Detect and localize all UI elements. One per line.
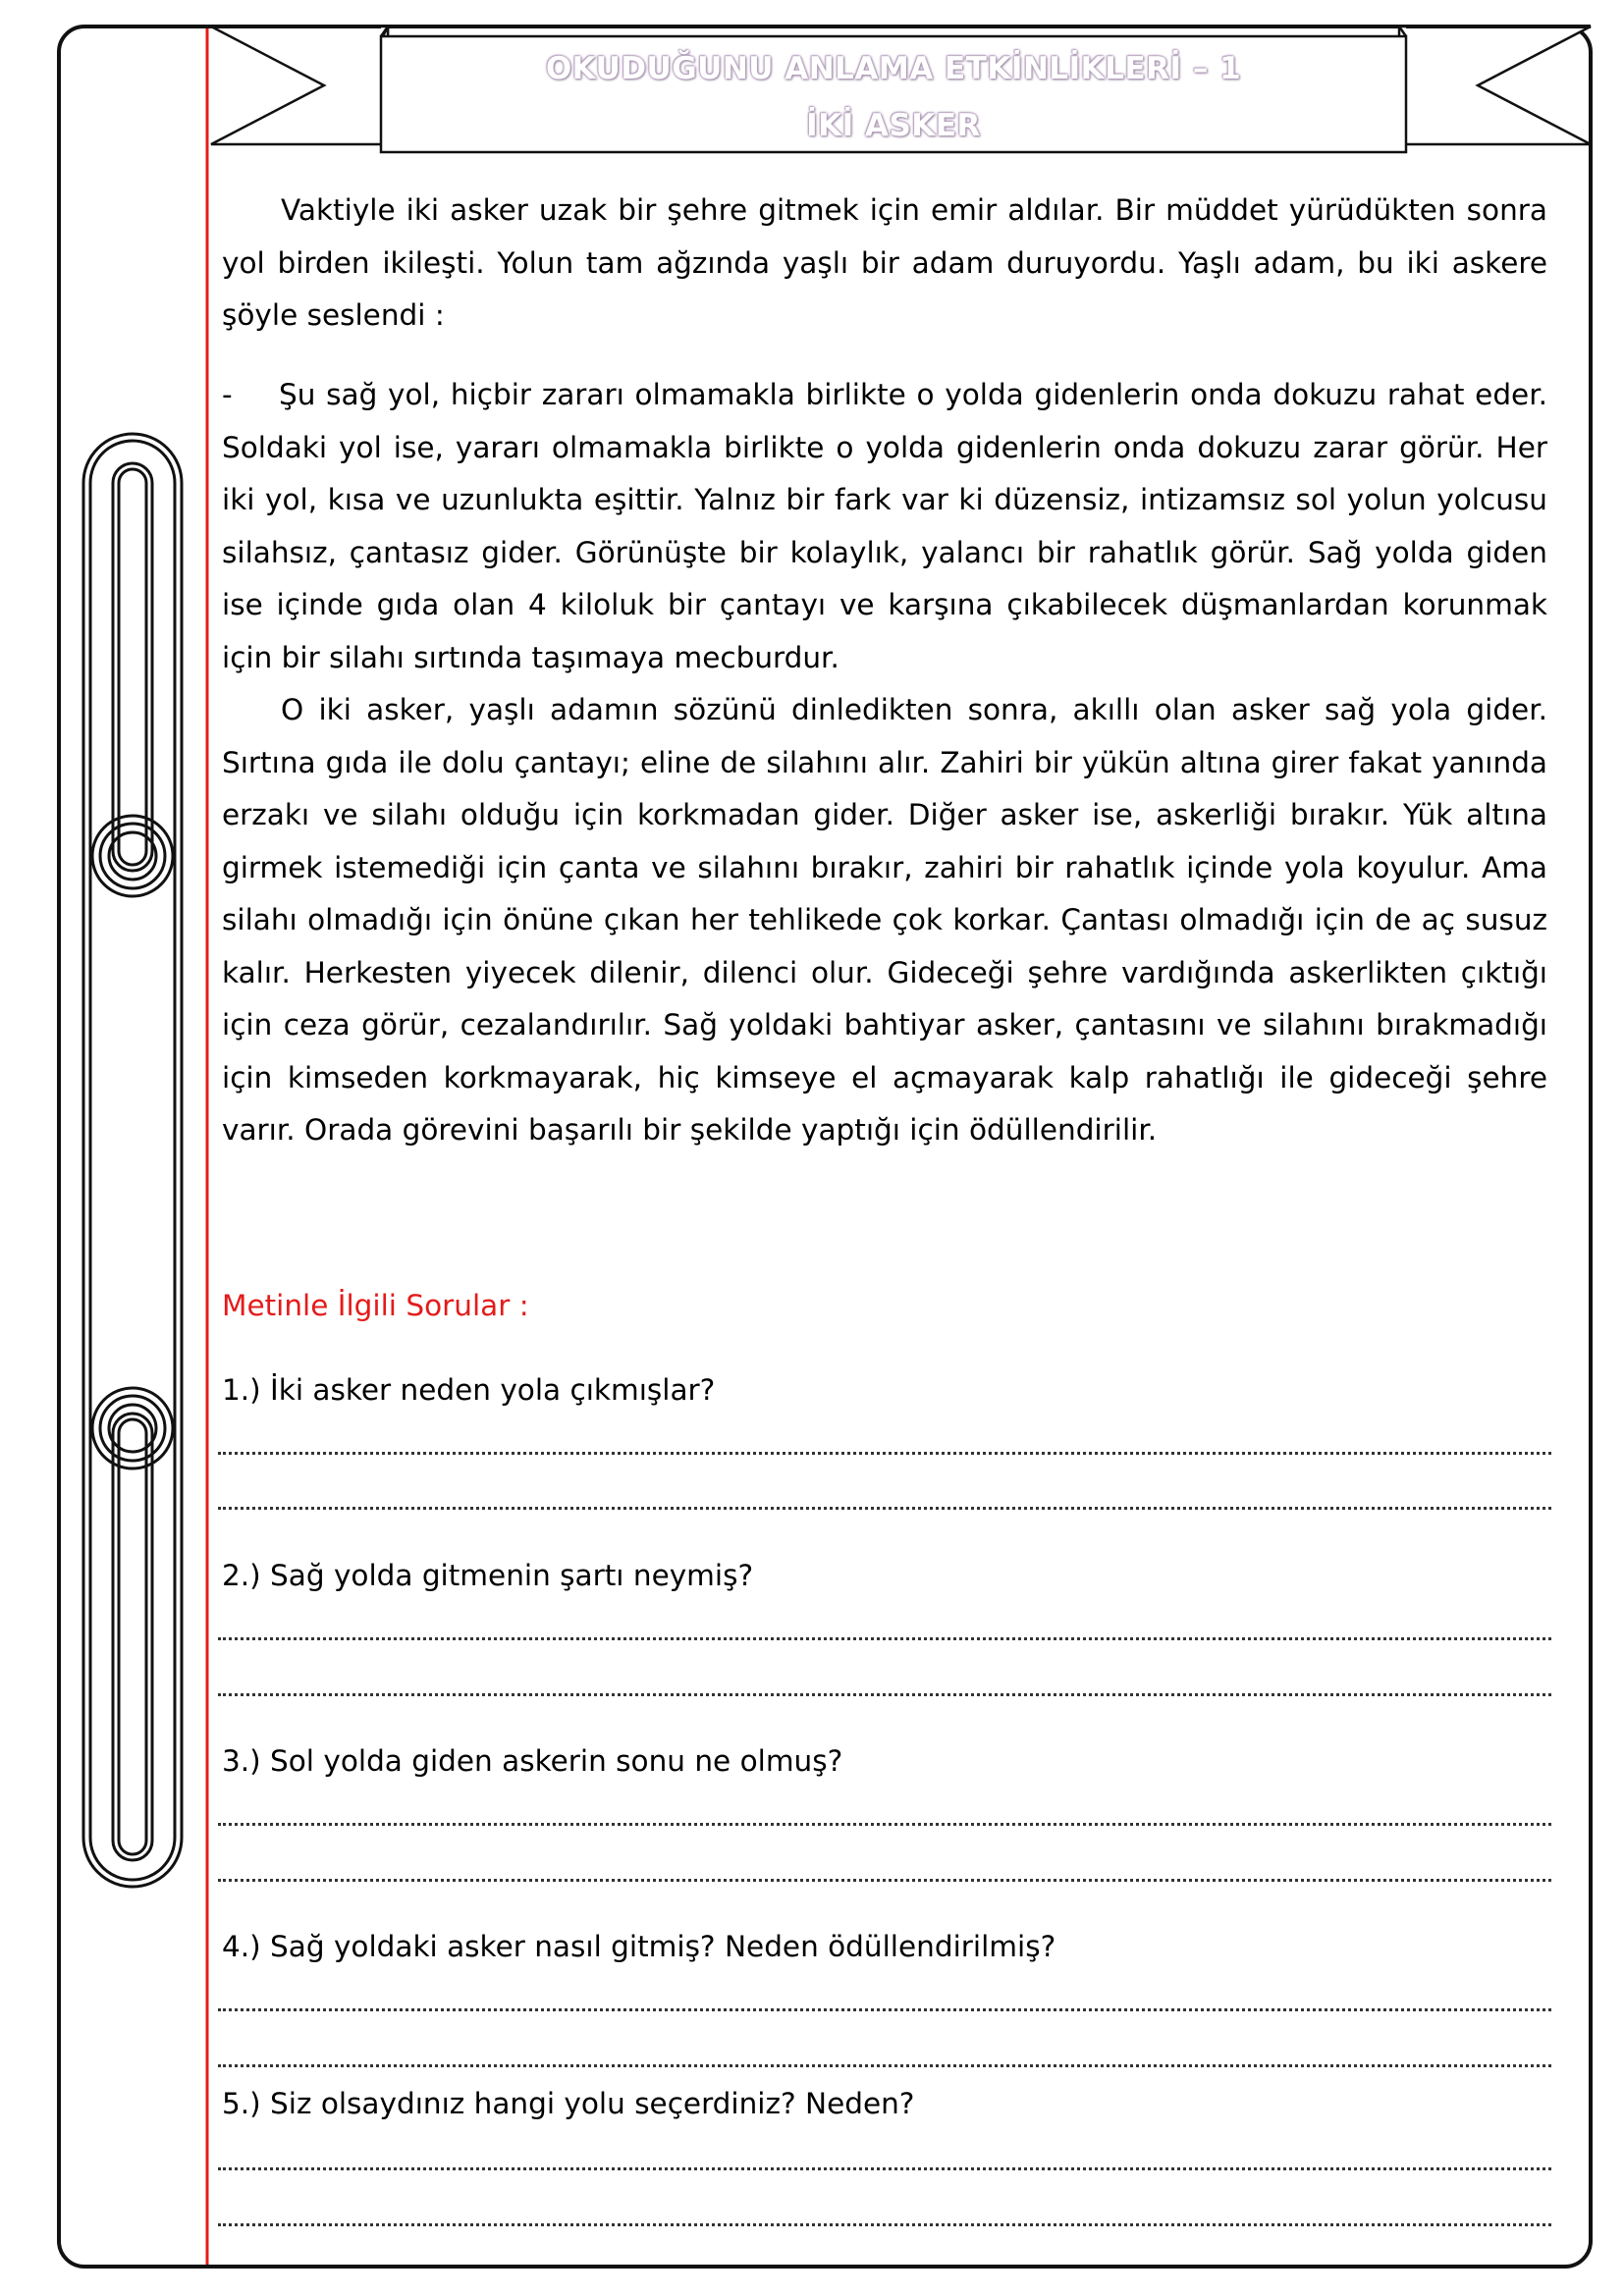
question-2: 2.) Sağ yolda gitmenin şartı neymiş?	[222, 1559, 754, 1592]
answer-line[interactable]	[218, 1507, 1551, 1510]
answer-line[interactable]	[218, 2008, 1551, 2011]
questions-heading: Metinle İlgili Sorular :	[222, 1289, 529, 1322]
question-5: 5.) Siz olsaydınız hangi yolu seçerdiniz? Neden?	[222, 2087, 915, 2120]
answer-line[interactable]	[218, 1879, 1551, 1882]
question-1: 1.) İki asker neden yola çıkmışlar?	[222, 1373, 716, 1407]
answer-line[interactable]	[218, 2223, 1551, 2226]
question-3: 3.) Sol yolda giden askerin sonu ne olmuş?	[222, 1744, 843, 1778]
answer-line[interactable]	[218, 2064, 1551, 2067]
story-paragraph-2-text: Şu sağ yol, hiçbir zararı olmamakla birlikte o yolda gidenlerin onda dokuzu rahat eder. Soldaki yol ise, yararı olmamakla birlikte o yolda gidenlerin onda dokuzu zarar görür. Her iki yol, kısa ve uzunlukta eşittir. Yalnız bir fark var ki düzensiz, intizamsız sol yolun yolcusu silahsız, çantasız gider. Görünüşte bir kolaylık, yalancı bir rahatlık görür. Sağ yolda giden ise içinde gıda olan 4 kiloluk bir çantayı ve karşına çıkabilecek düşmanlardan korunmak için bir silahı sırtında taşımaya mecburdur.	[222, 378, 1547, 674]
answer-line[interactable]	[218, 1637, 1551, 1640]
answer-line[interactable]	[218, 1823, 1551, 1826]
story-title: İKİ ASKER	[806, 108, 981, 143]
dialogue-dash: -	[222, 378, 233, 411]
binder-bar	[83, 434, 182, 1887]
answer-line[interactable]	[218, 2167, 1551, 2170]
question-4: 4.) Sağ yoldaki asker nasıl gitmiş? Neden ödüllendirilmiş?	[222, 1930, 1056, 1963]
story-paragraph-2	[222, 369, 1547, 684]
worksheet-title: OKUDUĞUNU ANLAMA ETKİNLİKLERİ – 1	[545, 51, 1242, 86]
story-paragraph-3: O iki asker, yaşlı adamın sözünü dinledikten sonra, akıllı olan asker sağ yola gider. Sırtına gıda ile dolu çantayı; eline de silahını alır. Zahiri bir yükün altına girer fakat yanında erzakı ve silahı olduğu için korkmadan gider. Diğer asker ise, askerliği bırakır. Yük altına girmek istemediği için çanta ve silahını bırakır, zahiri bir rahatlık içinde yola koyulur. Ama silahı olmadığı için önüne çıkan her tehlikede çok korkar. Çantası olmadığı için de aç susuz kalır. Herkesten yiyecek dilenir, dilenci olur. Gideceği şehre vardığında askerlikten çıktığı için ceza görür, cezalandırılır. Sağ yoldaki bahtiyar asker, çantasını ve silahını bırakmadığı için kimseden korkmayarak, hiç kimseye el açmayarak kalp rahatlığı ile gideceği şehre varır. Orada görevini başarılı bir şekilde yaptığı için ödüllendirilir.	[222, 693, 1547, 1147]
story-paragraph-1: Vaktiyle iki asker uzak bir şehre gitmek için emir aldılar. Bir müddet yürüdükten sonra yol birden ikileşti. Yolun tam ağzında yaşlı bir adam duruyordu. Yaşlı adam, bu iki askere şöyle seslendi :	[222, 193, 1547, 332]
answer-line[interactable]	[218, 1693, 1551, 1696]
answer-line[interactable]	[218, 1452, 1551, 1455]
